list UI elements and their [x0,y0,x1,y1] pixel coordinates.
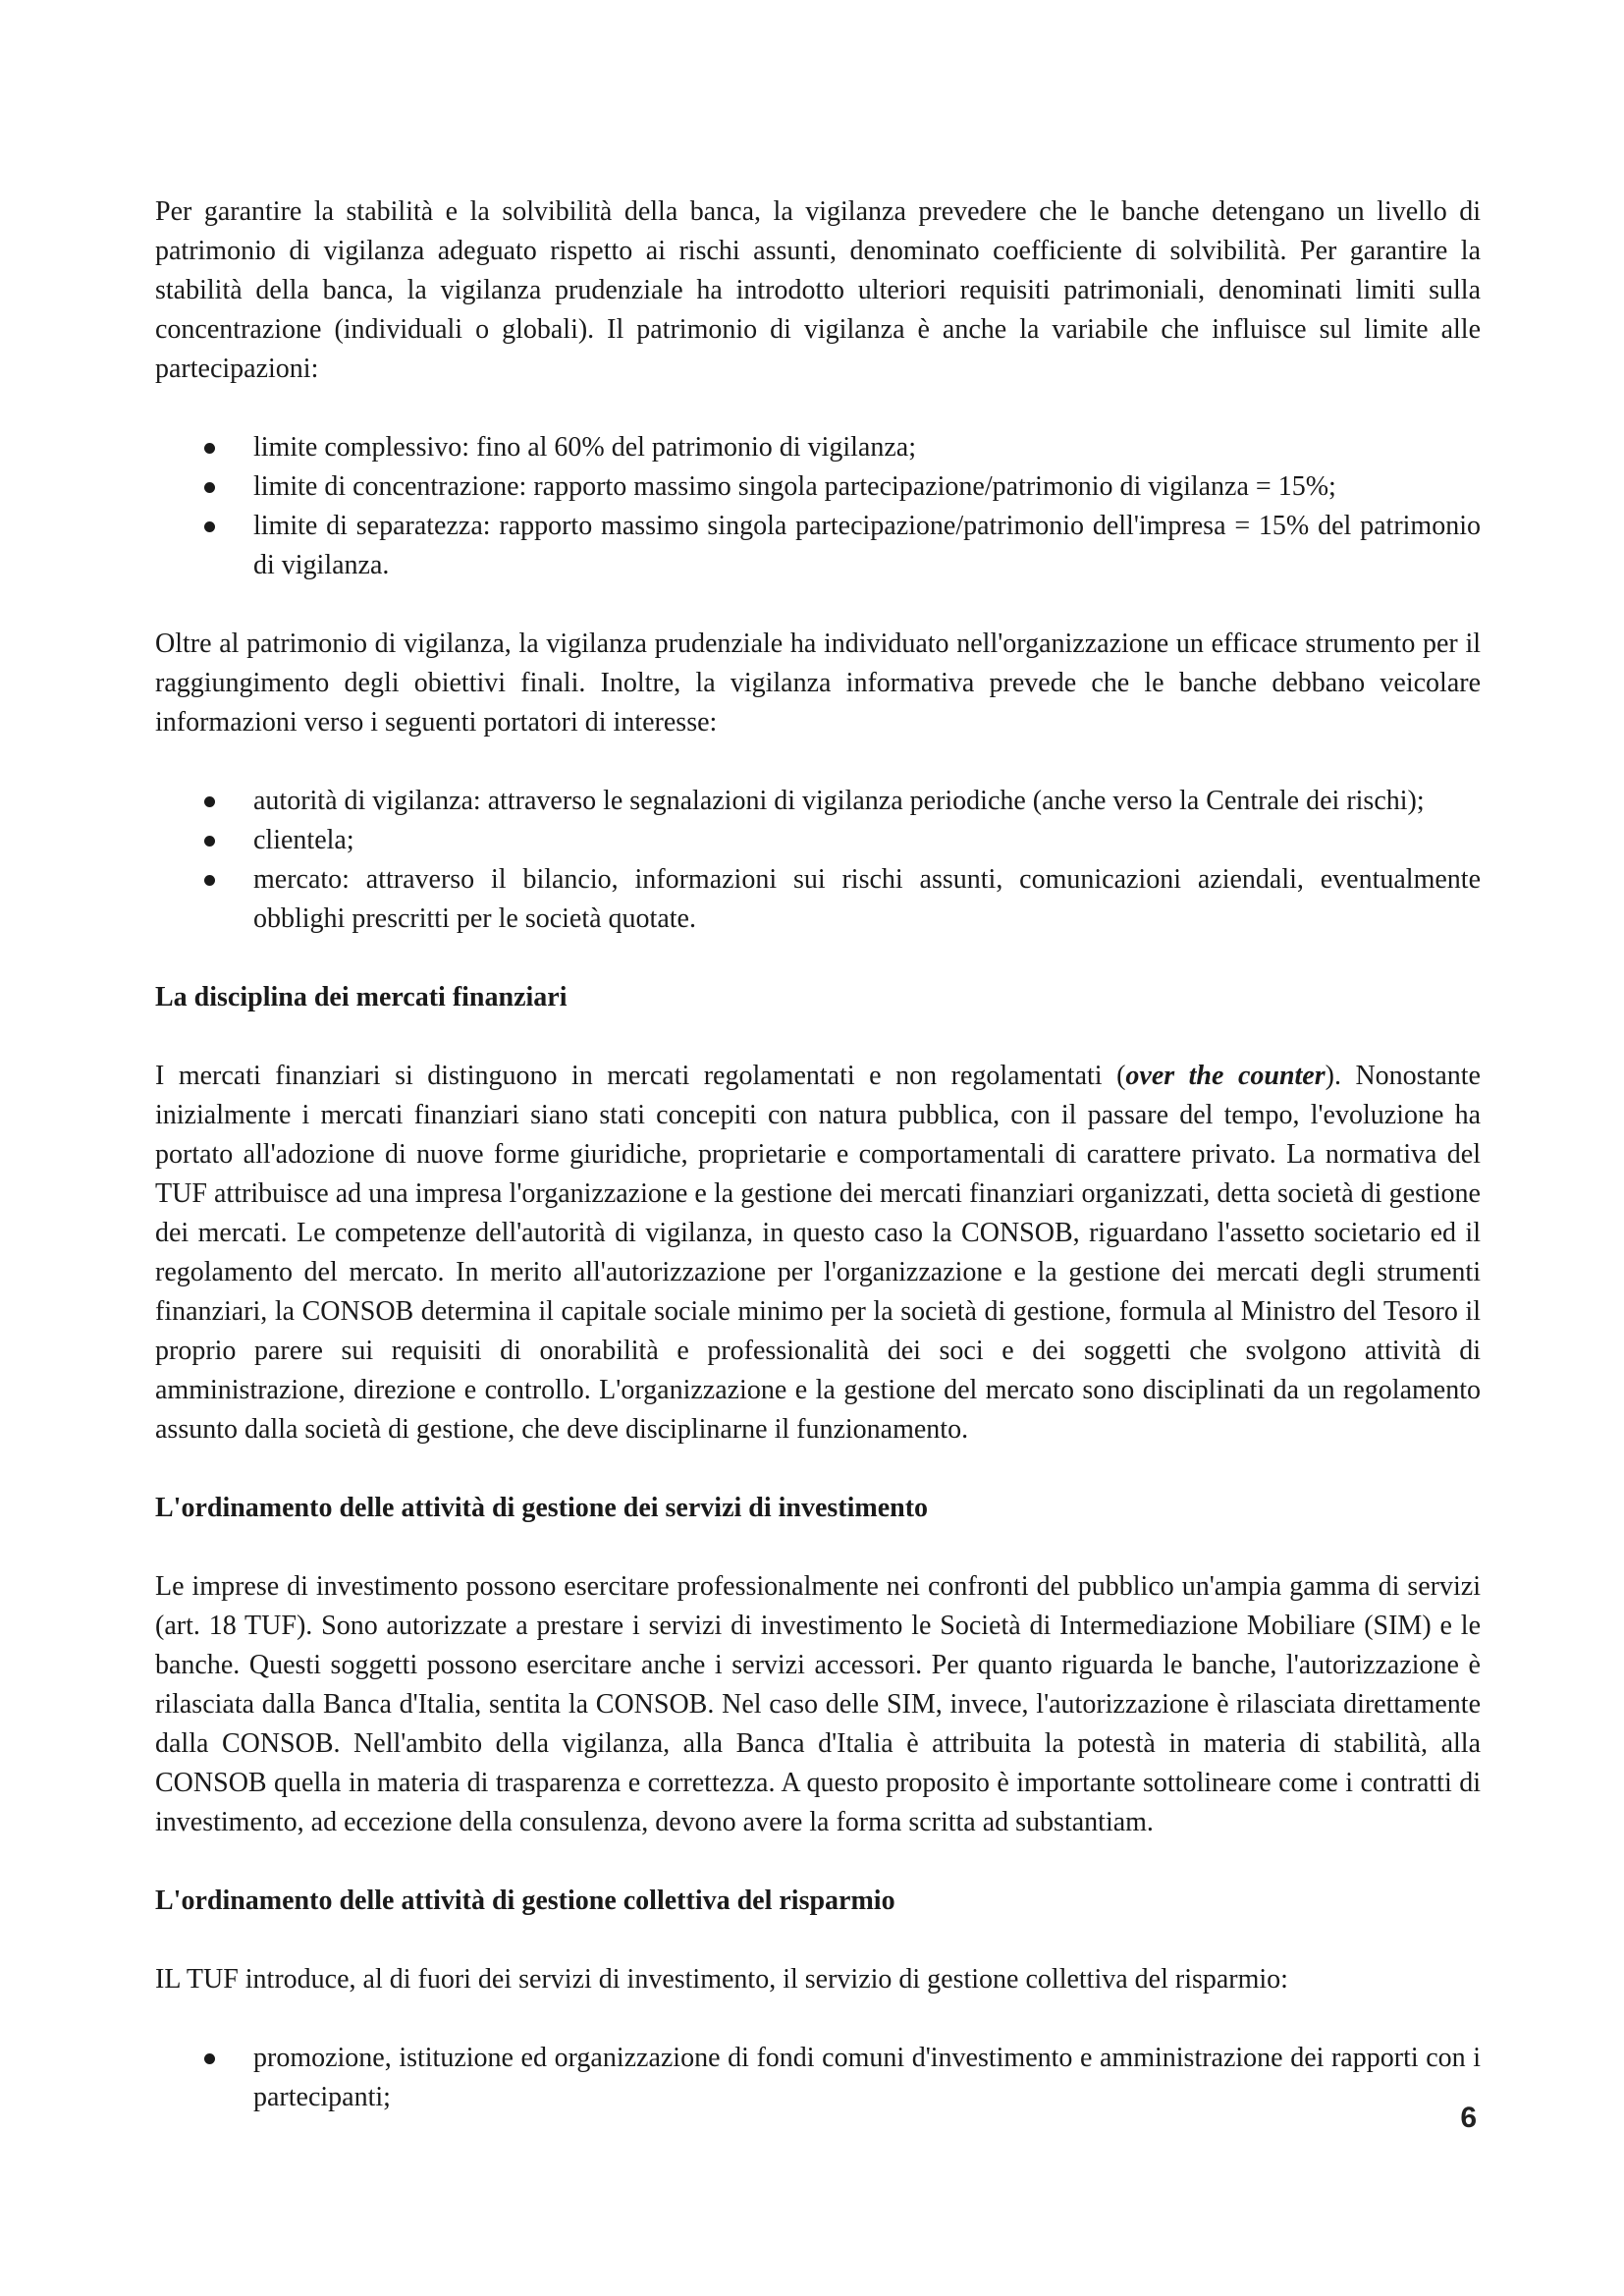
list-item: clientela; [155,821,1481,860]
emphasis-otc: over the counter [1125,1061,1326,1091]
list-item: limite di concentrazione: rapporto massimo singola partecipazione/patrimonio di vigilanza = 15%; [155,467,1481,507]
limits-list [155,428,1481,585]
bullet-icon [204,443,215,454]
paragraph-solvency: Per garantire la stabilità e la solvibilità della banca, la vigilanza prevedere che le banche detengano un livello di patrimonio di vigilanza adeguato rispetto ai rischi assunti, denominato coefficiente di solvibilità. Per garantire la stabilità della banca, la vigilanza prudenziale ha introdotto ulteriori requisiti patrimoniali, denominati limiti sulla concentrazione (individuali o globali). Il patrimonio di vigilanza è anche la variabile che influisce sul limite alle partecipazioni: [155,196,1481,384]
paragraph-collective-management: IL TUF introduce, al di fuori dei servizi di investimento, il servizio di gestione collettiva del risparmio: [155,1964,1288,1995]
section-heading-collective-management: L'ordinamento delle attività di gestione collettiva del risparmio [155,1886,895,1916]
page-number: 6 [1460,2102,1477,2134]
list-item: promozione, istituzione ed organizzazione di fondi comuni d'investimento e amministrazione dei rapporti con i partecipanti; [155,2039,1481,2117]
bullet-icon [204,875,215,886]
bullet-icon [204,2053,215,2064]
bullet-icon [204,836,215,847]
collective-list [155,2039,1481,2117]
paragraph-financial-markets: I mercati finanziari si distinguono in mercati regolamentati e non regolamentati (over the counter). Nonostante inizialmente i mercati finanziari siano stati concepiti con natura pubblica, con il passare del tempo, l'evoluzione ha portato all'adozione di nuove forme giuridiche, proprietarie e comportamentali di carattere privato. La normativa del TUF attribuisce ad una impresa l'organizzazione e la gestione dei mercati finanziari organizzati, detta società di gestione dei mercati. Le competenze dell'autorità di vigilanza, in questo caso la CONSOB, riguardano l'assetto societario ed il regolamento del mercato. In merito all'autorizzazione per l'organizzazione e la gestione dei mercati degli strumenti finanziari, la CONSOB determina il capitale sociale minimo per la società di gestione, formula al Ministro del Tesoro il proprio parere sui requisiti di onorabilità e professionalità dei soci e dei soggetti che svolgono attività di amministrazione, direzione e controllo. L'organizzazione e la gestione del mercato sono disciplinati da un regolamento assunto dalla società di gestione, che deve disciplinarne il funzionamento. [155,1061,1481,1445]
list-item: limite di separatezza: rapporto massimo singola partecipazione/patrimonio dell'impresa = 15% del patrimonio di vigilanza. [155,507,1481,585]
list-item: limite complessivo: fino al 60% del patrimonio di vigilanza; [155,428,1481,467]
stakeholders-list [155,782,1481,939]
section-heading-investment-services: L'ordinamento delle attività di gestione dei servizi di investimento [155,1493,929,1523]
bullet-icon [204,521,215,532]
list-item: mercato: attraverso il bilancio, informazioni sui rischi assunti, comunicazioni aziendali, eventualmente obblighi prescritti per le società quotate. [155,860,1481,939]
list-item: autorità di vigilanza: attraverso le segnalazioni di vigilanza periodiche (anche verso la Centrale dei rischi); [155,782,1481,821]
paragraph-organization: Oltre al patrimonio di vigilanza, la vigilanza prudenziale ha individuato nell'organizzazione un efficace strumento per il raggiungimento degli obiettivi finali. Inoltre, la vigilanza informativa prevede che le banche debbano veicolare informazioni verso i seguenti portatori di interesse: [155,629,1481,738]
paragraph-investment-services: Le imprese di investimento possono esercitare professionalmente nei confronti del pubblico un'ampia gamma di servizi (art. 18 TUF). Sono autorizzate a prestare i servizi di investimento le Società di Intermediazione Mobiliare (SIM) e le banche. Questi soggetti possono esercitare anche i servizi accessori. Per quanto riguarda le banche, l'autorizzazione è rilasciata dalla Banca d'Italia, sentita la CONSOB. Nel caso delle SIM, invece, l'autorizzazione è rilasciata direttamente dalla CONSOB. Nell'ambito della vigilanza, alla Banca d'Italia è attribuita la potestà in materia di stabilità, alla CONSOB quella in materia di trasparenza e correttezza. A questo proposito è importante sottolineare come i contratti di investimento, ad eccezione della consulenza, devono avere la forma scritta ad substantiam. [155,1571,1481,1837]
document-page [155,192,1481,2157]
bullet-icon [204,796,215,807]
section-heading-financial-markets: La disciplina dei mercati finanziari [155,982,568,1012]
bullet-icon [204,482,215,493]
